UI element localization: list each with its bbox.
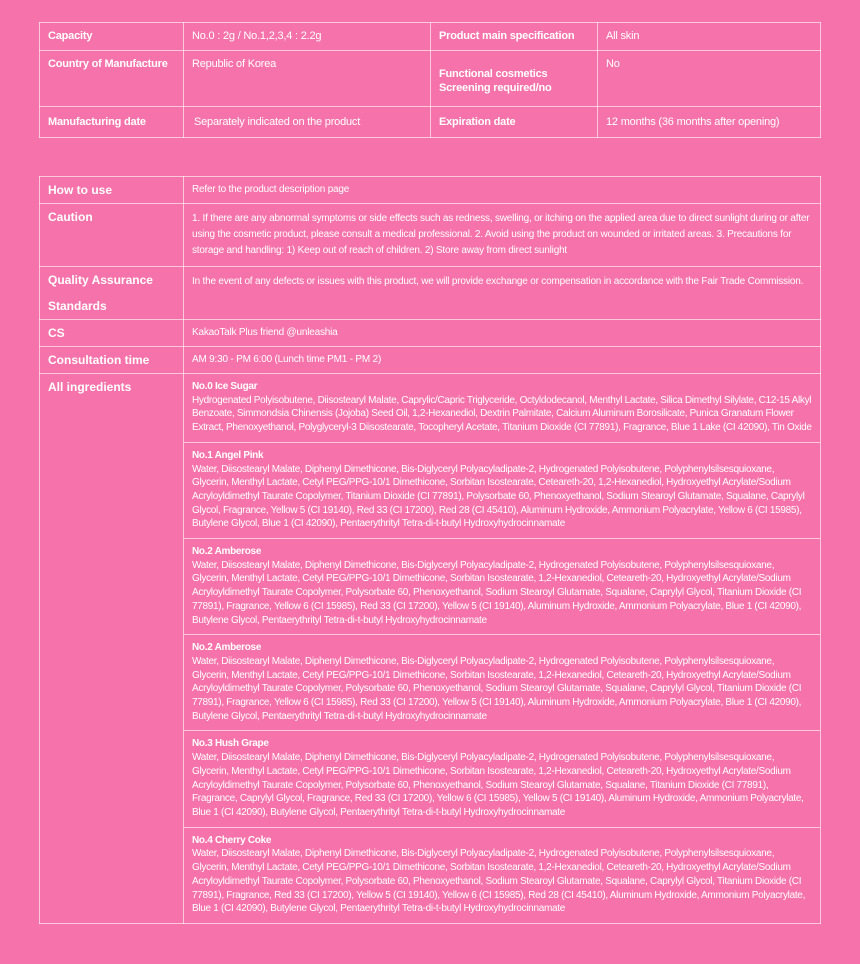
spec-row <box>40 51 821 107</box>
ingredient-block <box>184 731 820 827</box>
ingredient-block <box>184 443 820 539</box>
cs-label: CS <box>40 320 184 347</box>
info-row-how-to-use <box>40 177 821 204</box>
ingredient-name: No.2 Amberose <box>192 642 262 654</box>
country-label: Country of Manufacture <box>40 51 184 107</box>
ingredient-name: No.0 Ice Sugar <box>192 381 258 392</box>
info-row-quality-assurance <box>40 267 821 320</box>
info-row-ingredients <box>40 374 821 924</box>
functional-label <box>431 51 598 107</box>
spec-row <box>40 107 821 138</box>
qa-label-line-1: Quality Assurance <box>48 273 153 287</box>
mfg-date-label: Manufacturing date <box>40 107 184 138</box>
expiration-label: Expiration date <box>431 107 598 138</box>
consultation-label: Consultation time <box>40 347 184 374</box>
main-spec-value: All skin <box>598 23 821 51</box>
functional-value: No <box>598 51 821 107</box>
ingredient-text: Water, Diisostearyl Malate, Diphenyl Dimethicone, Bis-Diglyceryl Polyacyladipate-2, Hydrogenated Polyisobutene, Polyphenylsilsesquioxane, Glycerin, Menthyl Lactate, Cetyl PEG/PPG-10/1 Dimethicone, Sorbitan Isostearate, 1,2-Hexanediol, Ceteareth-20, Hydroxyethyl Acrylate/Sodium Acryloyldimethyl Taurate Copolymer, Polysorbate 60, Phenoxyethanol, Sodium Stearoyl Glutamate, Squalane, Caprylyl Glycol, Titanium Dioxide (CI 77891), Fragrance, Red 33 (CI 17200), Yellow 5 (CI 19140), Yellow 6 (CI 15985), Red 28 (CI 45410), Aluminum Hydroxide, Ammonium Polyacrylate, Blue 1 (CI 42090), Butylene Glycol, Pentaerythrityl Tetra-di-t-butyl Hydroxyhydrocinnamate <box>192 848 806 915</box>
country-value: Republic of Korea <box>184 51 431 107</box>
capacity-value: No.0 : 2g / No.1,2,3,4 : 2.2g <box>184 23 431 51</box>
ingredients-list <box>184 374 821 924</box>
ingredient-text: Water, Diisostearyl Malate, Diphenyl Dimethicone, Bis-Diglyceryl Polyacyladipate-2, Hydrogenated Polyisobutene, Polyphenylsilsesquioxane, Glycerin, Menthyl Lactate, Cetyl PEG/PPG-10/1 Dimethicone, Sorbitan Isostearate, 1,2-Hexanediol, Ceteareth-20, Hydroxyethyl Acrylate/Sodium Acryloyldimethyl Taurate Copolymer, Polysorbate 60, Phenoxyethanol, Sodium Stearoyl Glutamate, Squalane, Caprylyl Glycol, Titanium Dioxide (CI 77891), Fragrance, Yellow 6 (CI 15985), Red 33 (CI 17200), Yellow 5 (CI 19140), Aluminum Hydroxide, Ammonium Polyacrylate, Blue 1 (CI 42090), Butylene Glycol, Pentaerythrityl Tetra-di-t-butyl Hydroxyhydrocinnamate <box>192 559 802 626</box>
qa-label-line-2: Standards <box>48 299 107 313</box>
ingredient-text: Water, Diisostearyl Malate, Diphenyl Dimethicone, Bis-Diglyceryl Polyacyladipate-2, Hydrogenated Polyisobutene, Polyphenylsilsesquioxane, Glycerin, Menthyl Lactate, Cetyl PEG/PPG-10/1 Dimethicone, Sorbitan Isostearate, 1,2-Hexanediol, Ceteareth-20, Hydroxyethyl Acrylate/Sodium Acryloyldimethyl Taurate Copolymer, Polysorbate 60, Phenoxyethanol, Sodium Stearoyl Glutamate, Squalane, Caprylyl Glycol, Titanium Dioxide (CI 77891), Fragrance, Yellow 6 (CI 15985), Red 33 (CI 17200), Yellow 5 (CI 19140), Aluminum Hydroxide, Ammonium Polyacrylate, Blue 1 (CI 42090), Butylene Glycol, Pentaerythrityl Tetra-di-t-butyl Hydroxyhydrocinnamate <box>192 655 802 722</box>
ingredient-name: No.4 Cherry Coke <box>192 834 272 846</box>
ingredient-name: No.3 Hush Grape <box>192 738 269 750</box>
cs-value: KakaoTalk Plus friend @unleashia <box>184 320 821 347</box>
how-to-use-label: How to use <box>40 177 184 204</box>
product-info-table <box>39 176 821 924</box>
ingredient-block <box>184 374 820 443</box>
expiration-value: 12 months (36 months after opening) <box>598 107 821 138</box>
quality-assurance-value: In the event of any defects or issues with this product, we will provide exchange or compensation in accordance with the Fair Trade Commission. <box>184 267 821 320</box>
quality-assurance-label <box>40 267 184 320</box>
ingredient-block <box>184 828 820 923</box>
caution-value: 1. If there are any abnormal symptoms or side effects such as redness, swelling, or itching on the applied area due to direct sunlight during or after using the cosmetic product, please consult a medical professional. 2. Avoid using the product on wounded or irritated areas. 3. Precautions for storage and handling: 1) Keep out of reach of children. 2) Store away from direct sunlight <box>184 204 821 267</box>
info-row-consultation <box>40 347 821 374</box>
functional-label-line-2: Screening required/no <box>439 81 552 94</box>
info-row-cs <box>40 320 821 347</box>
capacity-label: Capacity <box>40 23 184 51</box>
ingredient-name: No.1 Angel Pink <box>192 449 264 461</box>
ingredient-name: No.2 Amberose <box>192 546 262 558</box>
consultation-value: AM 9:30 - PM 6:00 (Lunch time PM1 - PM 2) <box>184 347 821 374</box>
ingredients-label: All ingredients <box>40 374 184 924</box>
ingredient-text: Water, Diisostearyl Malate, Diphenyl Dimethicone, Bis-Diglyceryl Polyacyladipate-2, Hydrogenated Polyisobutene, Polyphenylsilsesquioxane, Glycerin, Menthyl Lactate, Cetyl PEG/PPG-10/1 Dimethicone, Sorbitan Isostearate, 1,2-Hexanediol, Ceteareth-20, Hydroxyethyl Acrylate/Sodium Acryloyldimethyl Taurate Copolymer, Polysorbate 60, Phenoxyethanol, Sodium Stearoyl Glutamate, Squalane, Titanium Dioxide (CI 77891), Fragrance, Caprylyl Glycol, Fragrance, Red 33 (CI 17200), Yellow 6 (CI 15985), Yellow 5 (CI 19140), Aluminum Hydroxide, Ammonium Polyacrylate, Blue 1 (CI 42090), Butylene Glycol, Pentaerythrityl Tetra-di-t-butyl Hydroxyhydrocinnamate <box>192 752 804 818</box>
ingredient-text: Water, Diisostearyl Malate, Diphenyl Dimethicone, Bis-Diglyceryl Polyacyladipate-2, Hydrogenated Polyisobutene, Polyphenylsilsesquioxane, Glycerin, Menthyl Lactate, Cetyl PEG/PPG-10/1 Dimethicone, Sorbitan Isostearate, Ceteareth-20, 1,2-Hexanediol, Hydroxyethyl Acrylate/Sodium Acryloyldimethyl Taurate Copolymer, Titanium Dioxide (CI 77891), Polysorbate 60, Phenoxyethanol, Sodium Stearoyl Glutamate, Squalane, Caprylyl Glycol, Fragrance, Yellow 5 (CI 19140), Red 33 (CI 17200), Red 28 (CI 45410), Aluminum Hydroxide, Ammonium Polyacrylate, Yellow 6 (CI 15985), Butylene Glycol, Blue 1 (CI 42090), Pentaerythrityl Tetra-di-t-butyl Hydroxyhydrocinnamate <box>192 463 805 530</box>
ingredient-block <box>184 635 820 731</box>
functional-label-line-1: Functional cosmetics <box>439 67 548 80</box>
how-to-use-value: Refer to the product description page <box>184 177 821 204</box>
info-row-caution <box>40 204 821 267</box>
mfg-date-value: Separately indicated on the product <box>184 107 431 138</box>
product-spec-table <box>39 22 821 138</box>
caution-label: Caution <box>40 204 184 267</box>
spec-row <box>40 23 821 51</box>
main-spec-label: Product main specification <box>431 23 598 51</box>
ingredient-text: Hydrogenated Polyisobutene, Diisostearyl Malate, Caprylic/Capric Triglyceride, Octyldodecanol, Menthyl Lactate, Silica Dimethyl Silylate, C12-15 Alkyl Benzoate, Simmondsia Chinensis (Jojoba) Seed Oil, 1,2-Hexanediol, Dextrin Palmitate, Calcium Aluminum Borosilicate, Punica Granatum Flower Extract, Phenoxyethanol, Polyglyceryl-3 Diisostearate, Tocopheryl Acetate, Titanium Dioxide (CI 77891), Fragrance, Blue 1 Lake (CI 42090), Tin Oxide <box>192 394 812 434</box>
ingredient-block <box>184 539 820 635</box>
